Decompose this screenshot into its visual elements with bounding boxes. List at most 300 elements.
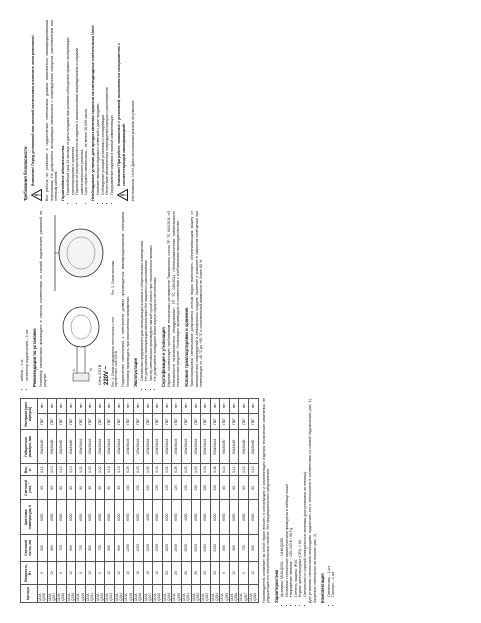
- table-cell: 0,26: [143, 464, 153, 476]
- table-cell: ПБТ: [85, 413, 95, 430]
- table-cell: 9: [239, 561, 249, 584]
- table-cell: 960: [249, 534, 259, 561]
- table-cell: 65: [239, 476, 249, 500]
- table-cell: нет: [201, 399, 211, 414]
- table-row: [105, 399, 115, 603]
- installation-text: Установку светильника производить в строгом соответствии со схемой подключения, указанной на рисунке.: [38, 211, 47, 387]
- table-cell: 6000: [191, 500, 201, 534]
- changes-note: Производитель оставляет за собой право вносить в конструкцию и комплектацию изделия технические изменения, не ухудшающие его потребительских свойств, без предварительного уведомления.: [261, 398, 271, 603]
- table-cell: 960: [229, 534, 239, 561]
- table-cell: 1200: [133, 534, 143, 561]
- table-cell: ULM-Q256: [229, 585, 239, 603]
- table-cell: 4000: [143, 500, 153, 534]
- table-cell: 6000: [220, 500, 230, 534]
- table-cell: 0,19: [105, 464, 115, 476]
- table-cell: нет: [57, 399, 67, 414]
- table-row: [210, 399, 220, 603]
- list-item: • Срок службы светильника – не менее 30 000 часов.: [84, 20, 89, 195]
- terminal-block: [73, 373, 89, 381]
- luminaire-outline: [63, 307, 99, 347]
- table-cell: 6000: [153, 500, 163, 534]
- characteristics-heading: Характеристики: [273, 569, 279, 603]
- table-cell: ПБТ: [201, 413, 211, 430]
- table-cell: 0,12: [38, 464, 48, 476]
- table-cell: ULM-Q245: [124, 585, 134, 603]
- table-cell: ПБТ: [114, 413, 124, 430]
- safety-heading: Требования безопасности: [23, 146, 28, 201]
- column-safety: [20, 20, 137, 201]
- list-item: • Не допускается эксплуатация светильника без защитного рассеивателя.: [144, 211, 149, 381]
- table-cell: 90: [76, 476, 86, 500]
- table-cell: нет: [114, 399, 124, 414]
- table-cell: 1600: [162, 534, 172, 561]
- mounting-diagram: [51, 211, 111, 295]
- table-row: [124, 399, 134, 603]
- table-cell: 150х30х16: [162, 430, 172, 464]
- warning-block-2: [117, 20, 128, 201]
- table-cell: 960: [105, 534, 115, 561]
- label-network: Сеть 220 В: [96, 364, 102, 385]
- table-cell: ULM-Q252: [191, 585, 201, 603]
- table-cell: ULM-Q248: [153, 585, 163, 603]
- table-cell: ULM-Q237: [47, 585, 57, 603]
- table-cell: ULM-Q251: [181, 585, 191, 603]
- table-cell: 6000: [105, 500, 115, 534]
- table-cell: 6000: [47, 500, 57, 534]
- table-row: [249, 399, 259, 603]
- table-cell: 25: [181, 561, 191, 584]
- label-voltage: 220V ~: [103, 365, 110, 385]
- header-dimensions: Габаритные размеры, мм: [21, 430, 38, 464]
- column-installation: [20, 211, 205, 387]
- table-cell: 12: [249, 561, 259, 584]
- table-cell: 100х30х16: [114, 430, 124, 464]
- table-cell: 65х30х60: [38, 430, 48, 464]
- table-cell: 12: [229, 561, 239, 584]
- header-material: Материал (цвет корпуса): [21, 399, 38, 430]
- certification-text: Изделие соответствует требованиям технических регламентов Таможенного союза ТР ТС 004/2011 «О безопасности низковольтного оборудования», ТР ТС 020/2011 «Электромагнитная совместимость технических средств». Утилизацию производить в соответствии с требованиями законодательства.: [167, 211, 181, 387]
- table-cell: 15: [124, 561, 134, 584]
- table-cell: 200х30х16: [210, 430, 220, 464]
- characteristics-list: [280, 398, 307, 603]
- header-angle: Световой угол, °: [21, 476, 38, 500]
- table-cell: ULM-Q258: [249, 585, 259, 603]
- table-cell: 120х30х16: [124, 430, 134, 464]
- table-cell: 120: [172, 476, 182, 500]
- table-cell: 90: [105, 476, 115, 500]
- table-cell: нет: [47, 399, 57, 414]
- install-note: Для установки светильника необходимо подключить его к электросети в соответствии со схемой подключения (рис. 1). Закрепить светильник на потолке (рис. 2).: [308, 398, 317, 603]
- table-cell: нет: [153, 399, 163, 414]
- header-flux: Световой поток, лм: [21, 534, 38, 561]
- complete-set-list: [327, 398, 336, 603]
- table-cell: нет: [133, 399, 143, 414]
- table-cell: 20: [162, 561, 172, 584]
- table-cell: 100х30х16: [105, 430, 115, 464]
- table-cell: ПБТ: [249, 413, 259, 430]
- table-cell: 200х30х16: [201, 430, 211, 464]
- table-cell: нет: [105, 399, 115, 414]
- table-cell: 1200: [153, 534, 163, 561]
- wiring-diagram: [51, 303, 111, 387]
- safety-note: Подключение светильника к электросети должно производиться квалифицированным электриком. Установку производить при отключённом напряжении.: [121, 211, 130, 387]
- table-cell: 6000: [66, 500, 76, 534]
- storage-text: Транспортировка светильников допускается любым видом транспорта, обеспечивающим защиту от механических повреждений и атмосферных осадков. Хранение в упаковке в закрытом помещении при температуре от -40 °С до +50 °С и относительной влажности не более 80 %.: [190, 211, 204, 387]
- table-cell: нет: [66, 399, 76, 414]
- table-cell: нет: [229, 399, 239, 414]
- table-cell: ULM-Q247: [143, 585, 153, 603]
- table-cell: 0,22: [76, 464, 86, 476]
- table-cell: 30: [210, 561, 220, 584]
- table-cell: ПБТ: [153, 413, 163, 430]
- luminaire-inner: [71, 315, 91, 339]
- table-cell: 900: [38, 534, 48, 561]
- table-cell: ULM-Q253: [201, 585, 211, 603]
- table-cell: ULM-Q249: [162, 585, 172, 603]
- table-cell: 0,26: [162, 464, 172, 476]
- list-item: • Чистку светильника производить мягкой сухой тканью при отключённом питании.: [149, 211, 154, 381]
- table-cell: 65: [229, 476, 239, 500]
- table-cell: 15: [153, 561, 163, 584]
- table-cell: 0,25: [153, 464, 163, 476]
- table-cell: ПБТ: [191, 413, 201, 430]
- table-cell: 9: [57, 561, 67, 584]
- table-cell: 0,25: [133, 464, 143, 476]
- table-row: [172, 399, 182, 603]
- table-cell: 6000: [57, 500, 67, 534]
- table-cell: ПБТ: [38, 413, 48, 430]
- table-row: [66, 399, 76, 603]
- specifications-table: [20, 398, 259, 603]
- table-cell: 65х30х60: [229, 430, 239, 464]
- table-cell: 65: [57, 476, 67, 500]
- table-cell: 0,13: [66, 464, 76, 476]
- table-cell: 6000: [172, 500, 182, 534]
- list-item: • Индекс цветопередачи (CRI): > 80.: [298, 398, 303, 597]
- table-cell: 6000: [76, 500, 86, 534]
- table-cell: ПБТ: [172, 413, 182, 430]
- table-row: [220, 399, 230, 603]
- table-cell: 65х30х60: [220, 430, 230, 464]
- table-cell: 9: [95, 561, 105, 584]
- table-cell: 1600: [172, 534, 182, 561]
- table-cell: 960: [85, 534, 95, 561]
- label-n: N: [87, 368, 93, 371]
- table-cell: 4000: [181, 500, 191, 534]
- table-cell: 100х30х16: [85, 430, 95, 464]
- table-cell: 65: [38, 476, 48, 500]
- header-color-temp: Цветовая температура, К: [21, 500, 38, 534]
- table-cell: 120: [153, 476, 163, 500]
- table-cell: 65: [249, 476, 259, 500]
- table-cell: нет: [95, 399, 105, 414]
- table-cell: 150: [181, 476, 191, 500]
- table-cell: 12: [85, 561, 95, 584]
- header-power: Мощность, Вт: [21, 561, 38, 584]
- table-cell: ПБТ: [220, 413, 230, 430]
- warranty-list: [66, 20, 89, 201]
- table-cell: 0,30: [201, 464, 211, 476]
- table-cell: 960: [66, 534, 76, 561]
- table-cell: 0,22: [95, 464, 105, 476]
- table-cell: 12: [66, 561, 76, 584]
- list-item: • Светильник со скрытой поверхностью монтажа (для установки на потолок).: [303, 398, 308, 597]
- table-cell: 150: [191, 476, 201, 500]
- table-cell: 6000: [239, 500, 249, 534]
- table-cell: 1200: [143, 534, 153, 561]
- table-cell: 120х30х16: [143, 430, 153, 464]
- table-cell: нет: [38, 399, 48, 414]
- table-cell: 0,28: [172, 464, 182, 476]
- warning-block-1: [31, 20, 42, 201]
- table-cell: 150х30х16: [181, 430, 191, 464]
- table-cell: 6000: [85, 500, 95, 534]
- table-cell: 6000: [95, 500, 105, 534]
- list-item: • Отсутствие механических повреждений корпуса и рассеивателя.: [105, 20, 110, 195]
- table-row: [38, 399, 48, 603]
- warranty-conditions-list: [96, 20, 114, 201]
- table-row: [201, 399, 211, 603]
- table-cell: ПБТ: [162, 413, 172, 430]
- list-item: • Светильник предназначен для эксплуатации в жилых и общественных помещениях.: [140, 211, 145, 381]
- table-cell: ПБТ: [133, 413, 143, 430]
- table-cell: нет: [85, 399, 95, 414]
- table-cell: ПБТ: [57, 413, 67, 430]
- table-cell: 6000: [201, 500, 211, 534]
- table-cell: 0,22: [85, 464, 95, 476]
- figure-mounting-caption: Рис. 2. Схема монтажа: [110, 260, 115, 295]
- warning-icon: [31, 189, 42, 201]
- table-cell: 65х30х60: [66, 430, 76, 464]
- table-cell: 65х30х60: [57, 430, 67, 464]
- table-cell: 65: [47, 476, 57, 500]
- table-cell: 9: [220, 561, 230, 584]
- table-cell: 12: [114, 561, 124, 584]
- table-row: [181, 399, 191, 603]
- table-cell: ПБТ: [66, 413, 76, 430]
- header-sku: Артикул: [21, 585, 38, 603]
- safety-text: Все работы по установке и подключению светильника должны выполняться квалифицированным персоналом. Не допускается эксплуатация светильника с повреждённым корпусом, рассеивателем или сетевым кабелем.: [45, 20, 58, 201]
- table-cell: 0,13: [47, 464, 57, 476]
- table-cell: 65х30х60: [249, 430, 259, 464]
- storage-heading: Условия транспортировки и хранения: [183, 307, 189, 387]
- table-cell: ULM-Q257: [239, 585, 249, 603]
- table-cell: 960: [114, 534, 124, 561]
- table-row: [57, 399, 67, 603]
- column-specs: [20, 398, 337, 603]
- list-item: • Паспорт – 1 шт.: [331, 398, 336, 597]
- table-cell: 2400: [210, 534, 220, 561]
- table-cell: нет: [249, 399, 259, 414]
- list-item: • кабель – 2 м;: [20, 211, 25, 381]
- table-cell: 900: [220, 534, 230, 561]
- table-row: [114, 399, 124, 603]
- table-cell: 65х30х60: [47, 430, 57, 464]
- table-cell: 200: [201, 476, 211, 500]
- table-cell: 6000: [114, 500, 124, 534]
- table-cell: 720: [57, 534, 67, 561]
- table-cell: 65: [66, 476, 76, 500]
- table-cell: 0,28: [181, 464, 191, 476]
- table-cell: 120: [162, 476, 172, 500]
- list-item: • Не допускается попадание влаги внутрь корпуса светильника.: [153, 211, 158, 381]
- table-cell: ПБТ: [95, 413, 105, 430]
- warning-text-2: Внимание! При работе, связанные с установкой, выполняются специалистом с соответствующей квалификацией!: [117, 43, 126, 186]
- table-row: [239, 399, 249, 603]
- table-cell: 2000: [191, 534, 201, 561]
- table-cell: нет: [124, 399, 134, 414]
- table-cell: нет: [172, 399, 182, 414]
- table-cell: 0,30: [191, 464, 201, 476]
- table-cell: 0,12: [239, 464, 249, 476]
- list-item: • Гарантия не распространяется на изделия с механическими повреждениями и следами самостоятельного ремонта.: [75, 20, 84, 195]
- table-cell: ULM-Q242: [95, 585, 105, 603]
- table-cell: ULM-Q238: [57, 585, 67, 603]
- table-cell: 20: [172, 561, 182, 584]
- table-cell: ПБТ: [47, 413, 57, 430]
- specifications-body: [38, 399, 259, 603]
- warning-text-1: Внимание! Перед установкой или заменой светильника отключите электропитание!: [31, 35, 35, 186]
- table-cell: нет: [191, 399, 201, 414]
- table-cell: 15: [133, 561, 143, 584]
- warranty-conditions-heading: Необходимые условия для предоставления гарантии на светодиодные светильники Uniel: [89, 25, 95, 201]
- table-row: [153, 399, 163, 603]
- table-cell: 65: [220, 476, 230, 500]
- table-row: [191, 399, 201, 603]
- table-cell: ULM-Q239: [66, 585, 76, 603]
- table-cell: ПБТ: [239, 413, 249, 430]
- accessories-list: [20, 211, 29, 387]
- table-cell: 120х30х16: [153, 430, 163, 464]
- table-row: [47, 399, 57, 603]
- table-cell: 2000: [181, 534, 191, 561]
- table-cell: 6000: [124, 500, 134, 534]
- table-cell: нет: [162, 399, 172, 414]
- table-cell: 720: [76, 534, 86, 561]
- table-cell: ПБТ: [124, 413, 134, 430]
- table-cell: 150х30х16: [191, 430, 201, 464]
- table-cell: нет: [220, 399, 230, 414]
- table-cell: 720: [239, 534, 249, 561]
- figure-mounting: [51, 211, 120, 295]
- table-cell: 6000: [162, 500, 172, 534]
- operation-list: [140, 211, 158, 387]
- table-row: [95, 399, 105, 603]
- table-cell: 105: [133, 476, 143, 500]
- header-weight: Вес, кг: [21, 464, 38, 476]
- table-cell: 12: [47, 561, 57, 584]
- table-cell: ПБТ: [143, 413, 153, 430]
- figures-row: [51, 211, 120, 387]
- table-cell: 0,14: [229, 464, 239, 476]
- table-cell: 6000: [229, 500, 239, 534]
- table-cell: 15: [143, 561, 153, 584]
- table-cell: нет: [143, 399, 153, 414]
- table-cell: ULM-Q236: [38, 585, 48, 603]
- list-item: • Наличие паспорта изделия с отметкой о дате продажи.: [96, 20, 101, 195]
- table-row: [143, 399, 153, 603]
- table-header-row: [21, 399, 38, 603]
- table-cell: ПБТ: [181, 413, 191, 430]
- table-row: [133, 399, 143, 603]
- list-item: • Артикулы: ULM-Q236 … ULM-Q258.: [280, 398, 285, 597]
- list-item: • Напряжение питания: ~ 220-240 В / 50 Гц.: [289, 398, 294, 597]
- table-cell: ПБТ: [76, 413, 86, 430]
- table-cell: 90: [95, 476, 105, 500]
- table-cell: нет: [181, 399, 191, 414]
- list-item: • Основные технические характеристики приведены в таблице выше.: [285, 398, 290, 597]
- table-cell: 0,36: [210, 464, 220, 476]
- table-cell: ULM-Q250: [172, 585, 182, 603]
- table-cell: ULM-Q255: [220, 585, 230, 603]
- operation-heading: Эксплуатация: [133, 357, 139, 387]
- table-cell: 150х30х16: [172, 430, 182, 464]
- table-row: [76, 399, 86, 603]
- table-row: [162, 399, 172, 603]
- table-cell: 0,19: [114, 464, 124, 476]
- table-cell: 2400: [201, 534, 211, 561]
- table-cell: 12: [105, 561, 115, 584]
- table-cell: 0,12: [249, 464, 259, 476]
- table-cell: ULM-Q241: [85, 585, 95, 603]
- table-cell: 6000: [210, 500, 220, 534]
- figure-wiring: [51, 303, 120, 387]
- table-cell: 960: [47, 534, 57, 561]
- table-row: [229, 399, 239, 603]
- table-cell: ULM-Q243: [105, 585, 115, 603]
- table-cell: 9: [38, 561, 48, 584]
- warranty-heading: Гарантийные обязательства: [59, 145, 65, 201]
- table-cell: ПБТ: [105, 413, 115, 430]
- list-item: • Светильник – 1 шт.: [327, 398, 332, 597]
- table-cell: ПБТ: [210, 413, 220, 430]
- table-cell: 90: [114, 476, 124, 500]
- table-cell: 720: [95, 534, 105, 561]
- table-cell: 105: [143, 476, 153, 500]
- table-cell: 6000: [133, 500, 143, 534]
- table-cell: 9: [76, 561, 86, 584]
- table-cell: 0,12: [57, 464, 67, 476]
- table-cell: 90: [85, 476, 95, 500]
- table-cell: 0,14: [220, 464, 230, 476]
- table-row: [85, 399, 95, 603]
- table-cell: 200: [210, 476, 220, 500]
- list-item: • Предъявление изделия в полной комплектации.: [110, 20, 115, 195]
- installation-heading: Рекомендации по установке: [32, 328, 37, 387]
- list-item: • коннектор подключения – 1 шт.: [25, 211, 30, 381]
- table-cell: 65х30х60: [239, 430, 249, 464]
- table-cell: 1200: [124, 534, 134, 561]
- list-item: • Степень защиты: IP20.: [294, 398, 299, 597]
- luminaire-body: [59, 229, 103, 277]
- table-cell: 105: [124, 476, 134, 500]
- manufacturer-note: Изготовитель: Uniel. Дата изготовления указана на упаковке.: [131, 99, 136, 201]
- label-l: L: [70, 368, 76, 371]
- table-cell: ULM-Q240: [76, 585, 86, 603]
- certification-heading: Сертификация и утилизация: [160, 327, 166, 387]
- table-cell: 30: [201, 561, 211, 584]
- figure-wiring-caption: Рис. 1. Схема подключения светильника к сети переменного тока 220 В: [110, 317, 119, 387]
- table-cell: 100х30х16: [95, 430, 105, 464]
- table-cell: 6000: [38, 500, 48, 534]
- table-cell: 120х30х16: [133, 430, 143, 464]
- list-item: • Гарантийный срок 24 месяца от даты продажи при условии соблюдения правил эксплуатации, транспортировки и хранения.: [66, 20, 75, 195]
- table-cell: ULM-Q244: [114, 585, 124, 603]
- warning-icon: [117, 189, 128, 201]
- table-cell: 100х30х16: [76, 430, 86, 464]
- table-cell: 0,25: [124, 464, 134, 476]
- table-cell: ПБТ: [229, 413, 239, 430]
